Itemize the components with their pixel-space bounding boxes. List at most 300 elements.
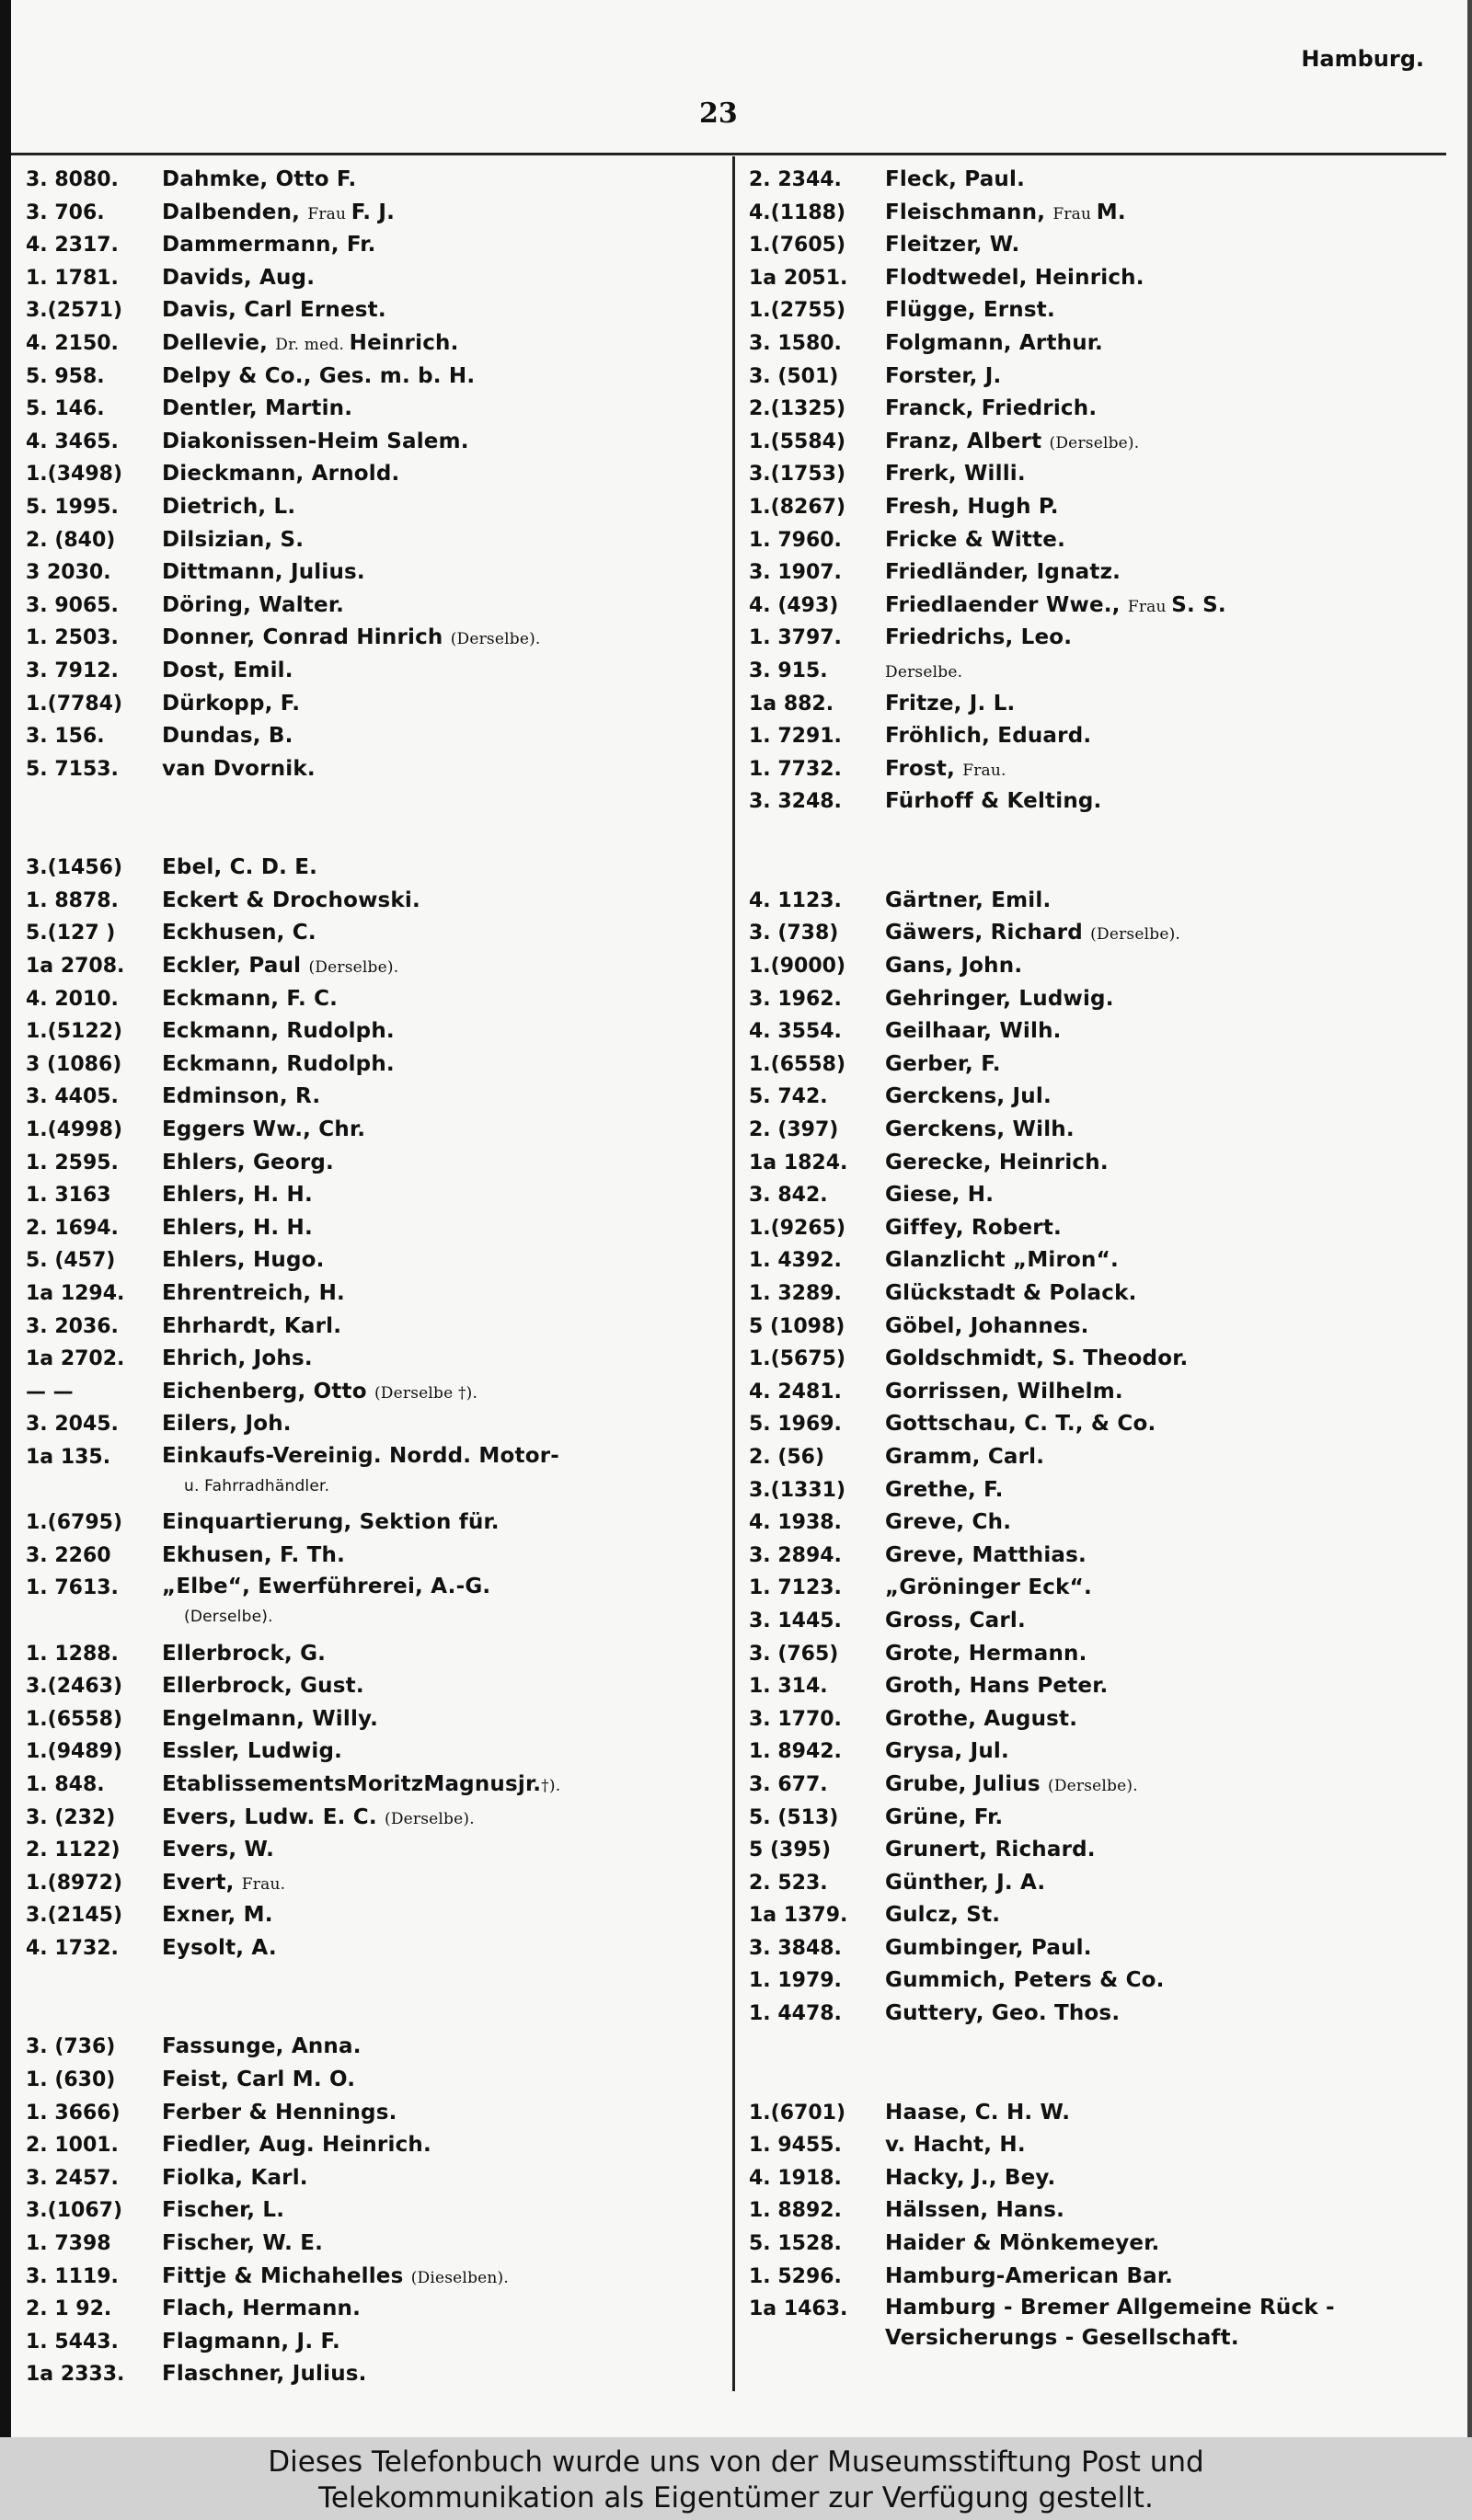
phone-number: 3. 677.	[749, 1772, 828, 1796]
directory-entry	[26, 2031, 725, 2064]
subscriber-name-text: Giese, H.	[885, 1183, 995, 1208]
directory-entry	[26, 688, 725, 721]
phone-number: 3 (1086)	[26, 1052, 122, 1076]
phone-number: 2. 1122)	[26, 1838, 121, 1862]
directory-entry	[26, 1376, 725, 1409]
directory-entry	[749, 197, 1448, 230]
subscriber-name	[885, 1048, 1001, 1082]
subscriber-name-text: Gumbinger, Paul.	[885, 1935, 1092, 1960]
subscriber-name-text: Geilhaar, Wilh.	[885, 1019, 1062, 1044]
subscriber-name	[885, 361, 1001, 394]
directory-entry	[26, 1572, 725, 1637]
phone-number: 1. 7732.	[749, 757, 842, 781]
phone-number: 1. 2503.	[26, 626, 119, 650]
subscriber-name	[885, 327, 1103, 361]
subscriber-name-text: Friedrichs, Leo.	[885, 625, 1073, 650]
subscriber-name-text: Gummich, Peters & Co.	[885, 1968, 1165, 1993]
directory-entry	[26, 327, 725, 361]
directory-entry	[26, 524, 725, 557]
page-number: 23	[699, 97, 738, 130]
directory-entry	[26, 262, 725, 295]
phone-number: 4. 2317.	[26, 234, 119, 258]
directory-entry	[26, 1048, 725, 1082]
subscriber-name	[885, 1015, 1062, 1048]
entry-note: Derselbe.	[885, 662, 963, 682]
directory-entry	[26, 720, 725, 753]
subscriber-name-text: Eckler, Paul	[162, 954, 309, 979]
subscriber-name-text: Grüne, Fr.	[885, 1804, 1004, 1829]
subscriber-name	[885, 1277, 1137, 1311]
subscriber-name	[162, 2194, 284, 2228]
subscriber-name-text: Ehrhardt, Karl.	[162, 1313, 342, 1338]
subscriber-name-text: Ehlers, H. H.	[162, 1183, 313, 1208]
subscriber-name-text: Dammermann, Fr.	[162, 233, 376, 258]
phone-number: 3.(2145)	[26, 1904, 123, 1928]
phone-number: 5. 1528.	[749, 2232, 842, 2256]
directory-entry	[749, 2097, 1448, 2130]
directory-entry	[749, 229, 1448, 262]
subscriber-name	[162, 1703, 378, 1736]
phone-number: 3. 2045.	[26, 1413, 119, 1437]
directory-entry	[749, 590, 1448, 623]
phone-number: 1.(6558)	[749, 1052, 846, 1076]
subscriber-name	[162, 885, 420, 918]
subscriber-name	[885, 1605, 1026, 1638]
subscriber-name-text: Dieckmann, Arnold.	[162, 462, 400, 487]
directory-entry	[749, 1998, 1448, 2031]
phone-number: 1.(5675)	[749, 1347, 846, 1371]
subscriber-name-text: Hamburg - Bremer Allgemeine Rück - Versicherungs - Gesellschaft.	[885, 2296, 1335, 2351]
phone-number: 5. 742.	[749, 1085, 828, 1109]
directory-entry	[26, 164, 725, 197]
subscriber-name	[885, 2194, 1064, 2228]
directory-entry	[749, 1638, 1448, 1671]
subscriber-name	[162, 361, 475, 394]
phone-number: 1a 1463.	[749, 2297, 848, 2321]
section-gap	[26, 785, 725, 819]
directory-entry	[26, 1147, 725, 1180]
phone-number: 1a 2051.	[749, 266, 848, 290]
subscriber-name-text: Eysolt, A.	[162, 1935, 277, 1960]
subscriber-name-text: Eckmann, F. C.	[162, 986, 339, 1011]
subscriber-name	[162, 1638, 326, 1671]
phone-number: 3. (738)	[749, 922, 839, 945]
directory-entry	[749, 753, 1448, 786]
subscriber-name-text: Fritze, J. L.	[885, 691, 1016, 716]
subscriber-name-text: Dittmann, Julius.	[162, 560, 365, 585]
phone-number: 3. 1962.	[749, 987, 842, 1011]
subscriber-name	[162, 622, 541, 657]
phone-number: — —	[26, 1380, 74, 1403]
subscriber-name	[162, 2129, 431, 2162]
phone-number: 1a 1379.	[749, 1904, 848, 1928]
phone-number: 4. 2150.	[26, 331, 119, 355]
subscriber-name-text: Grote, Hermann.	[885, 1641, 1087, 1666]
directory-entry	[749, 1834, 1448, 1867]
phone-number: 3.(1456)	[26, 856, 123, 880]
subscriber-name	[885, 426, 1139, 461]
subscriber-name-text: Günther, J. A.	[885, 1870, 1046, 1895]
directory-entry	[749, 1114, 1448, 1147]
directory-entry	[749, 1048, 1448, 1082]
phone-number: 1. 7291.	[749, 725, 842, 749]
subscriber-name-text: Haider & Mönkemeyer.	[885, 2231, 1160, 2256]
directory-entry	[26, 1081, 725, 1114]
subscriber-name	[885, 229, 1019, 262]
subscriber-name	[162, 1244, 325, 1277]
subscriber-name-text: Essler, Ludwig.	[162, 1739, 343, 1764]
phone-number: 2. 2344.	[749, 168, 842, 191]
directory-entry	[749, 720, 1448, 753]
subscriber-name-text: Ebel, C. D. E.	[162, 855, 318, 880]
subscriber-name	[162, 753, 316, 786]
subscriber-name-text: Dahmke, Otto F.	[162, 167, 357, 191]
directory-entry	[749, 2228, 1448, 2261]
phone-number: 3. (765)	[749, 1642, 839, 1666]
subscriber-name-text: Greve, Matthias.	[885, 1542, 1087, 1567]
directory-entry	[26, 1802, 725, 1835]
subscriber-name-text: Engelmann, Willy.	[162, 1706, 379, 1731]
subscriber-name-text: Ekhusen, F. Th.	[162, 1542, 346, 1567]
subscriber-name-text: Flagmann, J. F.	[162, 2329, 340, 2354]
subscriber-name	[885, 1506, 1011, 1540]
directory-entry	[749, 1147, 1448, 1180]
directory-entry	[26, 1179, 725, 1212]
directory-entry	[26, 1540, 725, 1573]
subscriber-name	[162, 1376, 477, 1411]
phone-number: 2. (397)	[749, 1118, 839, 1142]
subscriber-name-text: Fleitzer, W.	[885, 233, 1020, 258]
phone-number: 3 2030.	[26, 561, 111, 585]
subscriber-name-text: Evers, W.	[162, 1838, 275, 1862]
directory-entry	[26, 1212, 725, 1245]
directory-entry	[26, 2261, 725, 2294]
directory-entry	[749, 1343, 1448, 1376]
subscriber-name	[162, 1572, 719, 1632]
subscriber-name-text: Haase, C. H. W.	[885, 2100, 1071, 2125]
subscriber-name-text: Gehringer, Ludwig.	[885, 986, 1114, 1011]
directory-entry	[749, 1441, 1448, 1474]
directory-entry	[749, 1703, 1448, 1736]
phone-number: 1.(6795)	[26, 1511, 123, 1535]
subscriber-name	[162, 458, 400, 491]
phone-number: 4. 1938.	[749, 1511, 842, 1535]
subscriber-name-text: Fischer, L.	[162, 2198, 285, 2223]
phone-number: 1. 4392.	[749, 1249, 842, 1273]
directory-entry	[749, 1212, 1448, 1245]
subscriber-name	[885, 262, 1144, 295]
subscriber-name-text: Guttery, Geo. Thos.	[885, 2001, 1121, 2026]
left-margin-rule	[0, 0, 11, 2437]
subscriber-name-text: Dentler, Martin.	[162, 396, 353, 421]
subscriber-name-text: Davis, Carl Ernest.	[162, 298, 386, 323]
directory-entry	[749, 688, 1448, 721]
subscriber-name	[162, 1540, 345, 1573]
column-divider	[732, 156, 735, 2391]
entry-note: Frau.	[962, 761, 1006, 780]
directory-entry	[26, 983, 725, 1016]
subscriber-name-text: Dilsizian, S.	[162, 527, 305, 552]
subscriber-name-text: Franck, Friedrich.	[885, 396, 1098, 421]
phone-number: 1. 4478.	[749, 2002, 842, 2026]
phone-number: 3. 1445.	[749, 1609, 842, 1632]
subscriber-name-text: Friedländer, Ignatz.	[885, 560, 1121, 585]
phone-number: 4. 1732.	[26, 1936, 119, 1960]
phone-number: 4. 2010.	[26, 987, 119, 1011]
phone-number: 3. 706.	[26, 200, 105, 224]
subscriber-name	[162, 556, 365, 590]
entry-continuation: u. Fahrradhändler.	[184, 1476, 330, 1495]
phone-number: 2. 523.	[749, 1871, 828, 1895]
directory-entry	[26, 2194, 725, 2228]
subscriber-name	[162, 655, 293, 688]
phone-number: 2. (840)	[26, 528, 116, 552]
subscriber-name	[885, 1147, 1109, 1180]
phone-number: 3. (501)	[749, 364, 839, 388]
phone-number: 3. 8080.	[26, 168, 119, 191]
phone-number: 2. 1694.	[26, 1216, 119, 1240]
phone-number: 1.(5122)	[26, 1020, 123, 1044]
directory-entry	[749, 1277, 1448, 1311]
phone-number: 1. 314.	[749, 1675, 828, 1699]
subscriber-name	[885, 720, 1091, 753]
subscriber-name-text: Grube, Julius	[885, 1771, 1048, 1796]
directory-entry	[749, 2129, 1448, 2162]
directory-entry	[749, 556, 1448, 590]
directory-entry	[749, 1735, 1448, 1769]
phone-number: 1.(9489)	[26, 1740, 123, 1764]
subscriber-name-text: Giffey, Robert.	[885, 1215, 1062, 1240]
phone-number: 3. 2260	[26, 1543, 111, 1567]
subscriber-name-text: Gross, Carl.	[885, 1608, 1026, 1632]
directory-entry	[26, 2064, 725, 2097]
directory-entry	[749, 785, 1448, 819]
subscriber-name	[885, 688, 1016, 721]
subscriber-name-text: Flaschner, Julius.	[162, 2362, 367, 2387]
subscriber-name	[885, 1572, 1092, 1605]
phone-number: 1. 8892.	[749, 2199, 842, 2223]
directory-entry	[749, 164, 1448, 197]
subscriber-name	[162, 2162, 308, 2195]
directory-entry	[26, 1015, 725, 1048]
subscriber-name	[162, 1311, 341, 1344]
subscriber-name-text: Forster, J.	[885, 363, 1002, 388]
phone-number: 1. 2595.	[26, 1151, 119, 1174]
directory-entry	[26, 852, 725, 885]
subscriber-name-text: Groth, Hans Peter.	[885, 1674, 1109, 1699]
phone-number: 3. 1770.	[749, 1707, 842, 1731]
phone-number: 1.(8267)	[749, 495, 846, 519]
directory-entry	[26, 885, 725, 918]
phone-number: 1a 135.	[26, 1445, 111, 1469]
phone-number: 3. 842.	[749, 1184, 828, 1208]
phone-number: 1.(9000)	[749, 955, 846, 979]
subscriber-name	[162, 491, 295, 524]
directory-entry	[749, 1474, 1448, 1507]
directory-entry	[26, 393, 725, 426]
directory-entry	[26, 2228, 725, 2261]
subscriber-name	[885, 2162, 1055, 2195]
phone-number: 1. (630)	[26, 2068, 116, 2092]
subscriber-name	[162, 1506, 500, 1540]
directory-entry	[26, 2129, 725, 2162]
directory-entry	[26, 1703, 725, 1736]
subscriber-name-text: Fleischmann,	[885, 200, 1053, 224]
phone-number: 4. (493)	[749, 593, 839, 617]
subscriber-name	[885, 524, 1065, 557]
subscriber-name	[885, 1441, 1044, 1474]
subscriber-name-text: Davids, Aug.	[162, 265, 316, 290]
phone-number: 5. 1969.	[749, 1413, 842, 1437]
directory-entry	[749, 1015, 1448, 1048]
subscriber-name-text: Gottschau, C. T., & Co.	[885, 1412, 1156, 1437]
subscriber-name-text: Ehlers, Georg.	[162, 1150, 334, 1174]
subscriber-name-text: Hälssen, Hans.	[885, 2198, 1065, 2223]
section-gap	[26, 819, 725, 852]
phone-number: 3. 915.	[749, 659, 828, 682]
subscriber-name	[162, 1867, 285, 1902]
phone-number: 3. 1907.	[749, 561, 842, 585]
subscriber-name-text: Fricke & Witte.	[885, 527, 1066, 552]
entry-note: (Derselbe).	[450, 630, 541, 649]
directory-entry	[749, 327, 1448, 361]
phone-number: 5. 1995.	[26, 495, 119, 519]
subscriber-name	[885, 622, 1072, 655]
directory-entry	[26, 426, 725, 459]
phone-number: 3.(1753)	[749, 463, 846, 487]
subscriber-name-text: Gerckens, Wilh.	[885, 1117, 1075, 1142]
subscriber-name	[885, 2293, 1437, 2354]
subscriber-name	[162, 1015, 395, 1048]
subscriber-name-text: EtablissementsMoritzMagnusjr.	[162, 1771, 542, 1796]
subscriber-name	[162, 2097, 397, 2130]
subscriber-name	[162, 590, 344, 623]
subscriber-name	[162, 688, 300, 721]
subscriber-name	[885, 1081, 1052, 1114]
phone-number: 1. 3163	[26, 1184, 111, 1208]
subscriber-name	[162, 1212, 313, 1245]
section-gap	[26, 1964, 725, 1998]
subscriber-name	[162, 2261, 509, 2296]
phone-number: 1. 7613.	[26, 1576, 119, 1600]
subscriber-name-text: Grothe, August.	[885, 1706, 1078, 1731]
directory-entry	[749, 393, 1448, 426]
directory-entry	[749, 294, 1448, 327]
phone-number: 3.(2571)	[26, 299, 123, 323]
phone-number: 1.(4998)	[26, 1118, 123, 1142]
subscriber-name	[162, 1147, 334, 1180]
phone-number: 2. (56)	[749, 1445, 825, 1469]
subscriber-name	[885, 2129, 1026, 2162]
phone-number: 1.(9265)	[749, 1216, 846, 1240]
subscriber-name-text: Gerecke, Heinrich.	[885, 1150, 1109, 1174]
subscriber-name	[162, 524, 304, 557]
directory-entry	[749, 2194, 1448, 2228]
subscriber-name	[885, 556, 1121, 590]
subscriber-name-continued: Heinrich.	[349, 330, 459, 355]
subscriber-name-text: Flügge, Ernst.	[885, 298, 1055, 323]
subscriber-name	[162, 294, 386, 327]
subscriber-name	[162, 1735, 342, 1769]
subscriber-name-text: Eckmann, Rudolph.	[162, 1019, 395, 1044]
phone-number: 1. 3797.	[749, 626, 842, 650]
subscriber-name-text: Gulcz, St.	[885, 1903, 1001, 1928]
section-gap	[749, 819, 1448, 852]
subscriber-name-text: „Gröninger Eck“.	[885, 1575, 1092, 1600]
phone-number: 5. (457)	[26, 1249, 116, 1273]
directory-entry	[26, 229, 725, 262]
subscriber-name	[885, 590, 1226, 624]
subscriber-name-text: Folgmann, Arthur.	[885, 330, 1103, 355]
directory-entry	[749, 1081, 1448, 1114]
directory-entry	[26, 1670, 725, 1703]
phone-number: 2.(1325)	[749, 397, 846, 421]
subscriber-name	[162, 2031, 362, 2064]
phone-number: 4. 2481.	[749, 1380, 842, 1403]
directory-entry	[26, 458, 725, 491]
subscriber-name	[162, 2358, 367, 2391]
subscriber-name	[162, 197, 395, 232]
directory-entry	[749, 1670, 1448, 1703]
subscriber-name-text: Döring, Walter.	[162, 592, 345, 617]
subscriber-name-text: Donner, Conrad Hinrich	[162, 625, 451, 650]
directory-entry	[749, 2261, 1448, 2294]
subscriber-name-text: „Elbe“, Ewerführerei, A.-G.	[162, 1575, 491, 1599]
entry-note: Frau.	[241, 1874, 286, 1894]
subscriber-name	[162, 262, 315, 295]
subscriber-name-continued: M.	[1096, 200, 1126, 224]
directory-entry	[749, 1408, 1448, 1441]
subscriber-name-text: van Dvornik.	[162, 756, 316, 781]
phone-number: 4. 1918.	[749, 2166, 842, 2190]
directory-entry	[749, 1769, 1448, 1802]
subscriber-name	[162, 327, 459, 362]
subscriber-name-continued: F. J.	[351, 200, 396, 224]
entry-note: Dr. med.	[275, 335, 350, 354]
phone-number: 3.(1067)	[26, 2199, 123, 2223]
phone-number: 1.(7784)	[26, 692, 123, 716]
entry-note: (Derselbe).	[308, 958, 399, 978]
phone-number: 1a 2702.	[26, 1347, 125, 1371]
subscriber-name	[162, 1048, 395, 1082]
subscriber-name	[885, 1834, 1096, 1867]
subscriber-name-text: Flodtwedel, Heinrich.	[885, 265, 1144, 290]
subscriber-name-text: Dellevie,	[162, 330, 276, 355]
subscriber-name-text: Evert,	[162, 1870, 242, 1895]
phone-number: 1a 1294.	[26, 1282, 125, 1305]
phone-number: 1. 8942.	[749, 1740, 842, 1764]
directory-entry	[26, 197, 725, 230]
city-header: Hamburg.	[1301, 46, 1424, 72]
subscriber-name-text: Grunert, Richard.	[885, 1838, 1096, 1862]
phone-number: 3. 4405.	[26, 1085, 119, 1109]
directory-entry	[749, 1899, 1448, 1932]
directory-entry	[26, 1408, 725, 1441]
phone-number: 1a 2708.	[26, 955, 125, 979]
subscriber-name	[162, 1670, 364, 1703]
directory-entry	[26, 1899, 725, 1932]
directory-entry	[749, 1964, 1448, 1998]
subscriber-name-text: Einquartierung, Sektion für.	[162, 1510, 500, 1535]
directory-entry	[26, 1932, 725, 1965]
subscriber-name	[162, 229, 376, 262]
phone-number: 1.(3498)	[26, 463, 123, 487]
subscriber-name	[162, 1408, 292, 1441]
phone-number: 1. 7960.	[749, 528, 842, 552]
directory-entry	[26, 1769, 725, 1802]
subscriber-name-text: Dürkopp, F.	[162, 691, 301, 716]
subscriber-name	[162, 1441, 719, 1502]
